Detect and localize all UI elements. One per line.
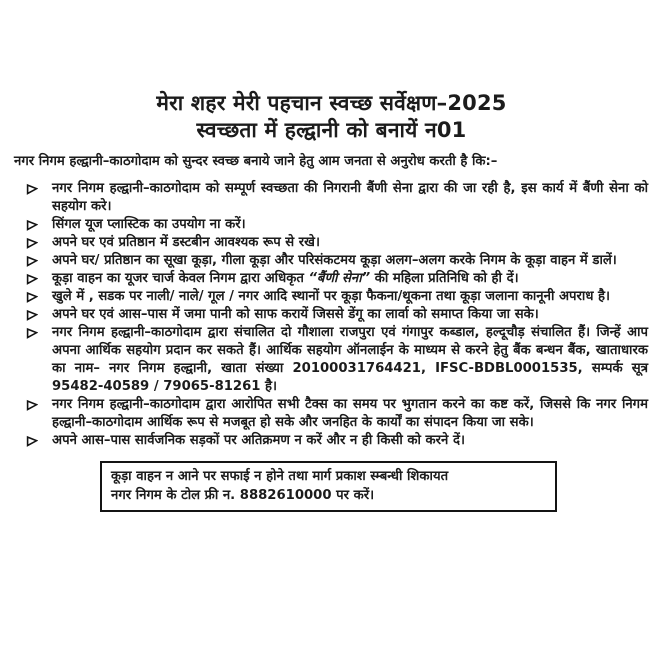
notice-point-text: सिंगल यूज प्लास्टिक का उपयोग ना करें। xyxy=(52,217,246,232)
notice-point xyxy=(14,432,648,450)
notice-point xyxy=(14,234,648,252)
complaint-box xyxy=(100,461,557,512)
notice-point-text: नगर निगम हल्द्वानी–काठगोदाम को सम्पूर्ण स्वच्छता की निगरानी बैंणी सेना द्वारा की जा रही है, इस कार्य में बैंणी सेना को सहयोग करे। xyxy=(52,181,648,214)
notice-point xyxy=(14,306,648,324)
arrow-bullet-icon xyxy=(26,237,38,249)
arrow-bullet-icon xyxy=(26,327,38,339)
notice-header xyxy=(0,0,663,144)
notice-title-line2: स्वच्छता में हल्द्वानी को बनायें न01 xyxy=(196,118,467,142)
notice-point xyxy=(14,396,648,432)
intro-line: नगर निगम हल्द्वानी–काठगोदाम को सुन्दर स्वच्छ बनाये जाने हेतु आम जनता से अनुरोध करती है कि:– xyxy=(14,154,498,169)
notice-point xyxy=(14,216,648,234)
notice-point-text: कूड़ा वाहन का यूजर चार्ज केवल निगम द्वारा अधिकृत “बैंणी सेना” की महिला प्रतिनिधि को ही दें। xyxy=(52,271,519,286)
notice-point-text: अपने घर एवं प्रतिष्ठान में डस्टबीन आवश्यक रूप से रखे। xyxy=(52,235,320,250)
arrow-bullet-icon xyxy=(26,183,38,195)
notice-points-list xyxy=(14,180,648,450)
notice-point xyxy=(14,324,648,396)
notice-point xyxy=(14,270,648,288)
notice-point-text: खुले में , सडक पर नाली/ नाले/ गूल / नगर आदि स्थानों पर कूड़ा फैकना/थूकना तथा कूड़ा जलाना कानूनी अपराध है। xyxy=(52,289,611,304)
notice-point-text: अपने घर/ प्रतिष्ठान का सूखा कूड़ा, गीला कूड़ा और परिसंकटमय कूड़ा अलग–अलग करके निगम के कूड़ा वाहन में डालें। xyxy=(52,253,617,268)
arrow-bullet-icon xyxy=(26,255,38,267)
arrow-bullet-icon xyxy=(26,219,38,231)
arrow-bullet-icon xyxy=(26,399,38,411)
notice-point-text: अपने घर एवं आस–पास में जमा पानी को साफ करायें जिससे डेंगू का लार्वा को समाप्त किया जा सके। xyxy=(52,307,539,322)
notice-point xyxy=(14,180,648,216)
complaint-box-line2: नगर निगम के टोल फ्री न. 8882610000 पर करें। xyxy=(111,488,375,503)
notice-point xyxy=(14,252,648,270)
notice-title-line1: मेरा शहर मेरी पहचान स्वच्छ सर्वेक्षण–2025 xyxy=(156,91,507,115)
arrow-bullet-icon xyxy=(26,273,38,285)
arrow-bullet-icon xyxy=(26,435,38,447)
notice-point-text: नगर निगम हल्द्वानी–काठगोदाम द्वारा संचालित दो गौशाला राजपुरा एवं गंगापुर कब्डाल, हल्दूचौड़ संचालित हैं। जिन्हें आप अपना आर्थिक सहयोग प्रदान कर सकते हैं। आर्थिक सहयोग ऑनलाईन के माध्यम से करने हेतु बैंक बन्धन बैंक, खाताधारक का नाम– नगर निगम हल्द्वानी, खाता संख्या 20100031764421, IFSC-BDBL0001535, सम्पर्क सूत्र 95482-40589 / 79065-81261 है। xyxy=(52,325,648,394)
complaint-box-line1: कूड़ा वाहन न आने पर सफाई न होने तथा मार्ग प्रकाश स्म्बन्धी शिकायत xyxy=(111,469,449,484)
notice-point xyxy=(14,288,648,306)
arrow-bullet-icon xyxy=(26,309,38,321)
notice-point-text: अपने आस–पास सार्वजनिक सड़कों पर अतिक्रमण न करें और न ही किसी को करने दें। xyxy=(52,433,465,448)
arrow-bullet-icon xyxy=(26,291,38,303)
notice-point-text: नगर निगम हल्द्वानी–काठगोदाम द्वारा आरोपित सभी टैक्स का समय पर भुगतान करने का कष्ट करें, जिससे कि नगर निगम हल्द्वानी–काठगोदाम आर्थिक रूप से मजबूत हो सके और जनहित के कार्यों का संपादन किया जा सके। xyxy=(52,397,648,430)
